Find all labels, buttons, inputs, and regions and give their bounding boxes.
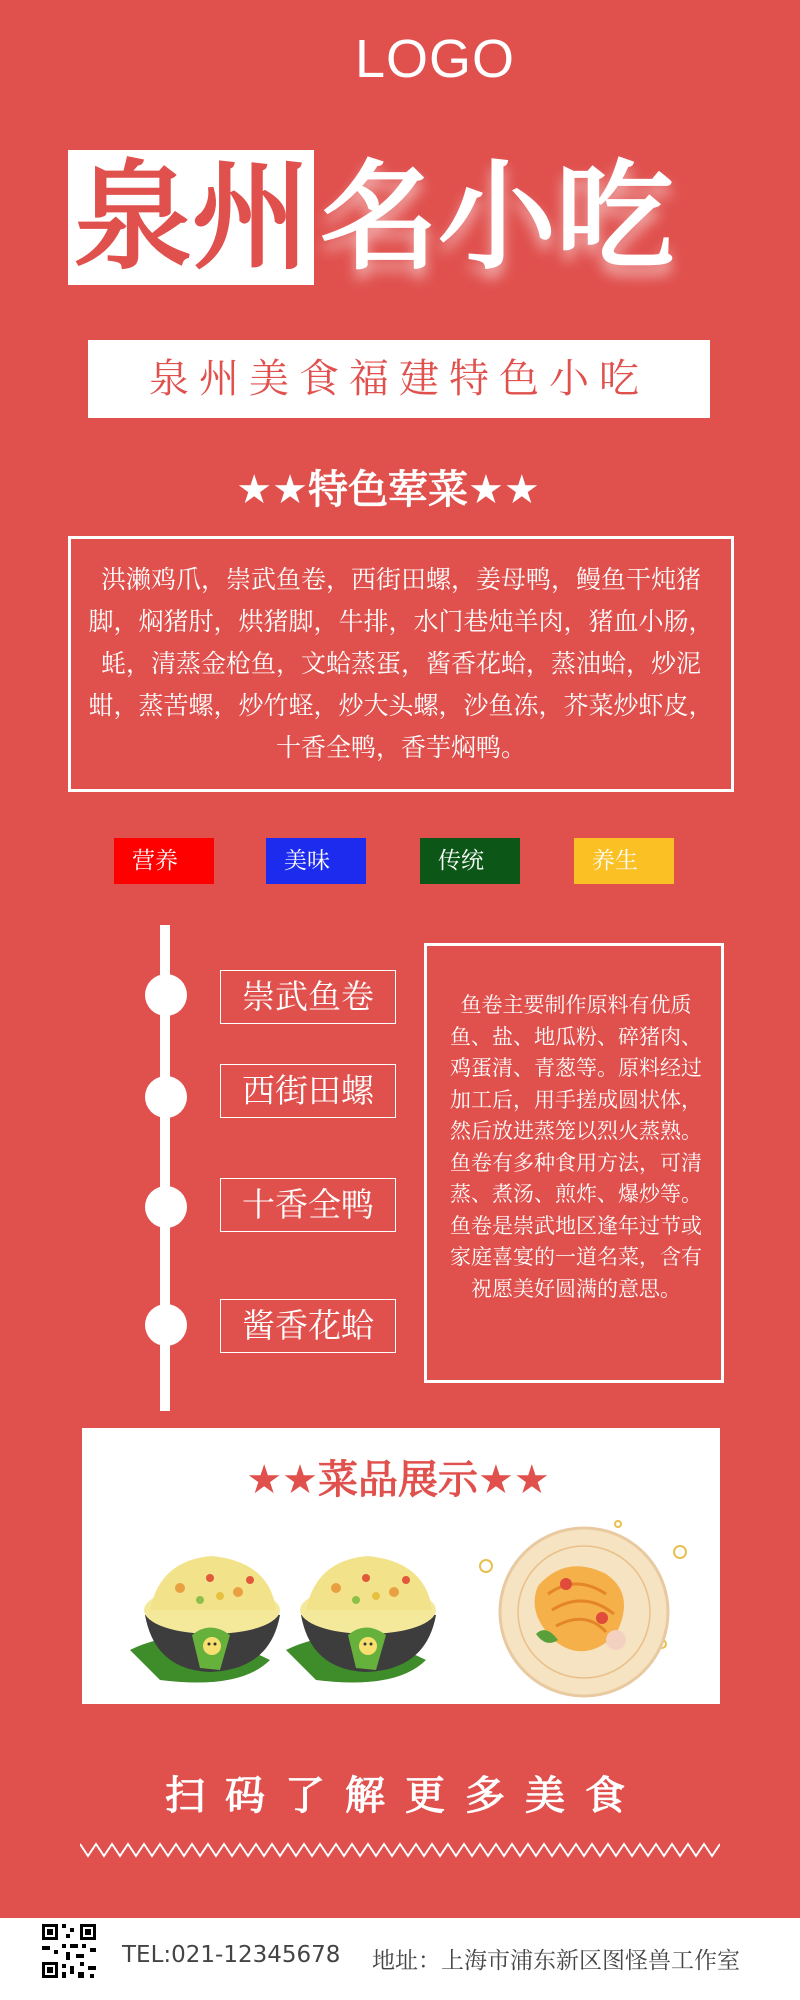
timeline-dot: [145, 1186, 187, 1228]
zigzag-divider: [80, 1840, 720, 1862]
page-title: [68, 150, 674, 285]
dish-list-text: 洪濑鸡爪，崇武鱼卷，西街田螺，姜母鸭，鳗鱼干炖猪脚，焖猪肘，烘猪脚，牛排，水门巷炖羊肉，猪血小肠，蚝，清蒸金枪鱼，文蛤蒸蛋，酱香花蛤，蒸油蛤，炒泥蚶，蒸苦螺，炒竹蛏，炒大头螺，沙鱼冻，芥菜炒虾皮，十香全鸭，香芋焖鸭。: [68, 536, 734, 792]
scan-prompt: 扫码了解更多美食: [165, 1773, 645, 1819]
dish-item: 酱香花蛤: [220, 1299, 396, 1353]
title-rest: 名小吃: [320, 148, 675, 286]
tag-traditional: 传统: [420, 838, 520, 884]
dish-item: 西街田螺: [220, 1064, 396, 1118]
logo-text: LOGO: [354, 29, 515, 89]
qr-code-icon[interactable]: [40, 1922, 98, 1980]
tag-nutrition: 营养: [114, 838, 214, 884]
timeline-dot: [145, 974, 187, 1016]
timeline-dot: [145, 1076, 187, 1118]
dish-item: 十香全鸭: [220, 1178, 396, 1232]
section-title-showcase: ★★菜品展示★★: [246, 1457, 550, 1503]
subtitle-banner: 泉州美食福建特色小吃: [88, 340, 710, 418]
tag-health: 养生: [574, 838, 674, 884]
title-highlight: 泉州: [68, 150, 314, 285]
tag-delicious: 美味: [266, 838, 366, 884]
footer-phone: TEL:021-12345678: [122, 1942, 341, 1968]
section-title-meat-dishes: ★★特色荤菜★★: [236, 467, 540, 513]
timeline-dot: [145, 1304, 187, 1346]
footer-address: 地址：上海市浦东新区图怪兽工作室: [372, 1948, 740, 1974]
rice-bowl-illustration: [276, 1540, 456, 1690]
rice-bowl-illustration: [120, 1540, 300, 1690]
dish-item: 崇武鱼卷: [220, 970, 396, 1024]
dish-description: 鱼卷主要制作原料有优质鱼、盐、地瓜粉、碎猪肉、鸡蛋清、青葱等。原料经过加工后，用手搓成圆状体，然后放进蒸笼以烈火蒸熟。鱼卷有多种食用方法，可清蒸、煮汤、煎炸、爆炒等。鱼卷是崇武地区逢年过节或家庭喜宴的一道名菜，含有祝愿美好圆满的意思。: [424, 943, 724, 1383]
noodle-plate-illustration: [466, 1514, 698, 1700]
